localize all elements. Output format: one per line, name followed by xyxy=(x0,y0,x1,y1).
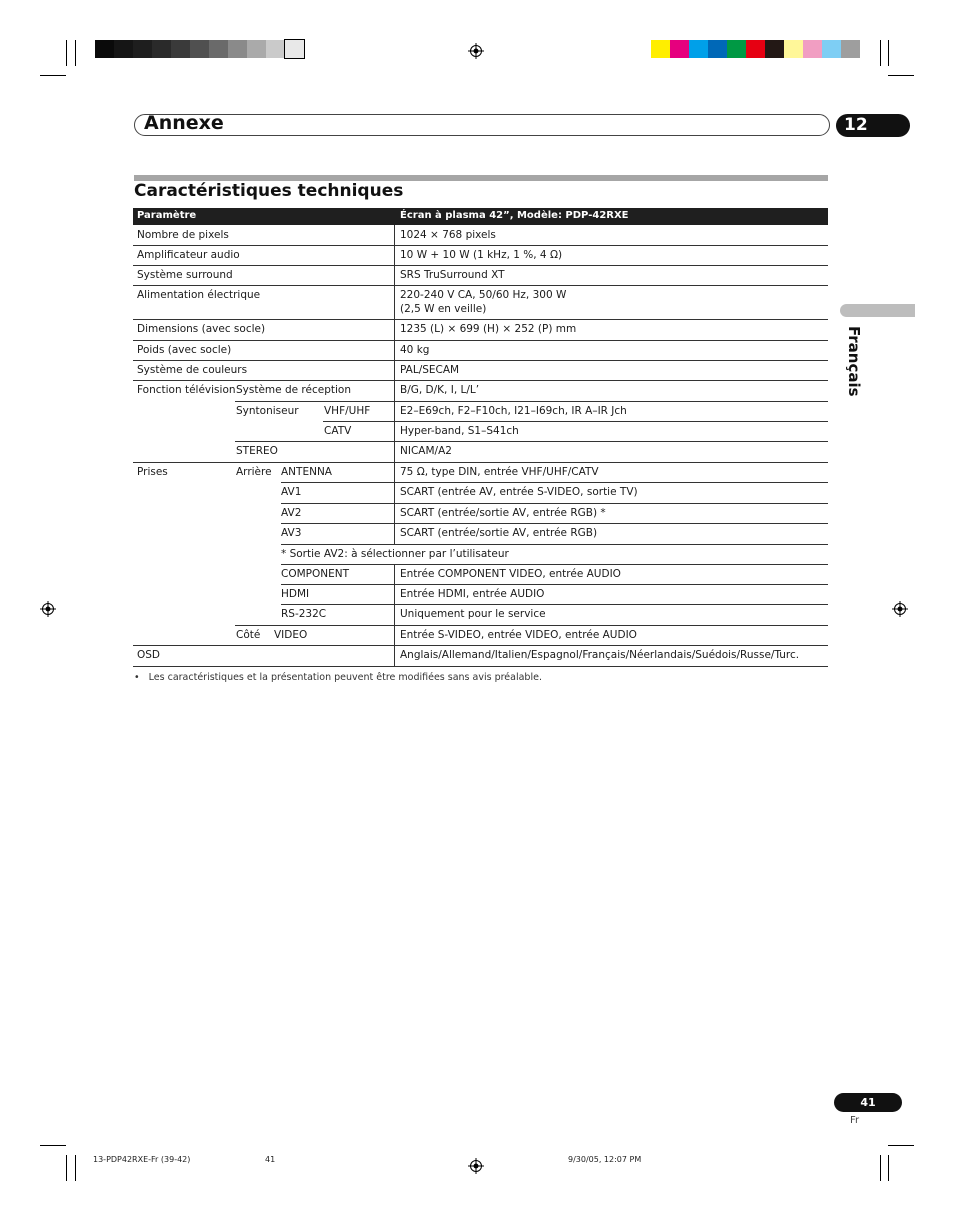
crop-mark xyxy=(888,1145,914,1146)
crop-mark xyxy=(66,1155,67,1181)
table-row-divider xyxy=(133,319,828,320)
grayscale-swatch xyxy=(133,40,152,58)
crop-mark xyxy=(40,1145,66,1146)
table-row-divider xyxy=(281,544,828,545)
color-swatch xyxy=(784,40,803,58)
language-tab xyxy=(840,304,915,317)
table-cell-detail: ANTENNA xyxy=(281,466,332,478)
table-cell-value: SRS TruSurround XT xyxy=(400,269,505,281)
table-cell-value: SCART (entrée AV, entrée S-VIDEO, sortie TV) xyxy=(400,486,638,498)
table-cell-value: 220-240 V CA, 50/60 Hz, 300 W xyxy=(400,289,567,301)
disclaimer-text: Les caractéristiques et la présentation peuvent être modifiées sans avis préalable. xyxy=(148,672,542,683)
table-cell-subparameter: Arrière xyxy=(236,466,272,478)
table-cell-value: PAL/SECAM xyxy=(400,364,460,376)
table-cell-detail: HDMI xyxy=(281,588,310,600)
table-row-divider xyxy=(133,645,828,646)
registration-target-icon xyxy=(468,1158,484,1174)
table-row-divider xyxy=(133,265,828,266)
table-cell-parameter: Poids (avec socle) xyxy=(137,344,232,356)
table-cell-subparameter: Système de réception xyxy=(236,384,351,396)
table-cell-detail: * Sortie AV2: à sélectionner par l’utilisateur xyxy=(281,548,509,560)
color-swatch xyxy=(708,40,727,58)
color-swatch xyxy=(651,40,670,58)
table-cell-parameter: Nombre de pixels xyxy=(137,229,229,241)
crop-mark xyxy=(888,1155,889,1181)
crop-mark xyxy=(75,1155,76,1181)
table-cell-parameter: OSD xyxy=(137,649,161,661)
grayscale-swatch xyxy=(152,40,171,58)
table-cell-parameter: Fonction télévision xyxy=(137,384,236,396)
crop-mark xyxy=(888,40,889,66)
table-column-divider xyxy=(394,564,395,666)
color-swatch xyxy=(765,40,784,58)
table-row-divider xyxy=(133,360,828,361)
table-cell-subparameter: Côté xyxy=(236,629,261,641)
language-tab-label: Français xyxy=(845,326,863,397)
color-swatch xyxy=(727,40,746,58)
crop-mark xyxy=(66,40,67,66)
chapter-header-bar xyxy=(134,114,830,136)
table-cell-value: Entrée S-VIDEO, entrée VIDEO, entrée AUDIO xyxy=(400,629,637,641)
footer-timestamp: 9/30/05, 12:07 PM xyxy=(568,1155,642,1164)
table-row-divider xyxy=(133,340,828,341)
table-column-divider xyxy=(394,225,395,544)
grayscale-swatch xyxy=(209,40,228,58)
table-cell-value: SCART (entrée/sortie AV, entrée RGB) * xyxy=(400,507,606,519)
table-cell-detail: VIDEO xyxy=(274,629,308,641)
grayscale-swatch xyxy=(266,40,285,58)
crop-mark xyxy=(75,40,76,66)
table-cell-value: Hyper-band, S1–S41ch xyxy=(400,425,519,437)
table-cell-value: (2,5 W en veille) xyxy=(400,303,487,315)
table-row-divider xyxy=(133,245,828,246)
table-row-divider xyxy=(133,380,828,381)
grayscale-swatch xyxy=(114,40,133,58)
table-cell-detail: CATV xyxy=(324,425,352,437)
table-cell-value: Uniquement pour le service xyxy=(400,608,546,620)
color-swatch xyxy=(803,40,822,58)
grayscale-swatch xyxy=(247,40,266,58)
table-cell-detail: AV1 xyxy=(281,486,302,498)
color-swatch xyxy=(746,40,765,58)
table-row-divider xyxy=(281,564,828,565)
color-swatch xyxy=(689,40,708,58)
registration-target-icon xyxy=(892,601,908,617)
table-cell-detail: AV2 xyxy=(281,507,302,519)
page-language-code: Fr xyxy=(850,1115,860,1126)
crop-mark xyxy=(880,40,881,66)
table-cell-detail: VHF/UHF xyxy=(324,405,371,417)
table-cell-parameter: Système surround xyxy=(137,269,233,281)
table-cell-value: 10 W + 10 W (1 kHz, 1 %, 4 Ω) xyxy=(400,249,563,261)
column-header-parameter: Paramètre xyxy=(137,210,197,221)
grayscale-swatch xyxy=(190,40,209,58)
crop-mark xyxy=(888,75,914,76)
table-row-divider xyxy=(235,441,828,442)
table-cell-value: 40 kg xyxy=(400,344,430,356)
table-cell-value: NICAM/A2 xyxy=(400,445,452,457)
table-cell-value: 1024 × 768 pixels xyxy=(400,229,496,241)
registration-target-icon xyxy=(40,601,56,617)
table-cell-value: Anglais/Allemand/Italien/Espagnol/Français/Néerlandais/Suédois/Russe/Turc. xyxy=(400,649,800,661)
table-cell-value: Entrée COMPONENT VIDEO, entrée AUDIO xyxy=(400,568,621,580)
chapter-title: Annexe xyxy=(144,112,224,134)
table-bottom-border xyxy=(133,666,828,667)
table-cell-value: SCART (entrée/sortie AV, entrée RGB) xyxy=(400,527,598,539)
table-cell-subparameter: STEREO xyxy=(236,445,278,457)
table-cell-value: 75 Ω, type DIN, entrée VHF/UHF/CATV xyxy=(400,466,599,478)
table-cell-value: B/G, D/K, I, L/L’ xyxy=(400,384,480,396)
column-header-value: Écran à plasma 42”, Modèle: PDP-42RXE xyxy=(400,210,629,221)
table-cell-parameter: Amplificateur audio xyxy=(137,249,240,261)
page-number-badge: 41 xyxy=(834,1093,902,1112)
table-row-divider xyxy=(281,584,828,585)
color-swatch xyxy=(841,40,860,58)
table-row-divider xyxy=(281,523,828,524)
color-swatch xyxy=(822,40,841,58)
footer-page: 41 xyxy=(265,1155,276,1164)
color-swatch xyxy=(670,40,689,58)
table-cell-parameter: Prises xyxy=(137,466,168,478)
crop-mark xyxy=(40,75,66,76)
grayscale-swatch xyxy=(95,40,114,58)
footer-filename: 13-PDP42RXE-Fr (39-42) xyxy=(93,1155,191,1164)
table-row-divider xyxy=(281,604,828,605)
table-cell-subparameter: Syntoniseur xyxy=(236,405,299,417)
chapter-number-badge: 12 xyxy=(836,114,910,137)
table-cell-detail: COMPONENT xyxy=(281,568,350,580)
section-title: Caractéristiques techniques xyxy=(134,181,404,201)
table-cell-value: Entrée HDMI, entrée AUDIO xyxy=(400,588,545,600)
table-cell-value: 1235 (L) × 699 (H) × 252 (P) mm xyxy=(400,323,577,335)
table-cell-parameter: Alimentation électrique xyxy=(137,289,261,301)
table-row-divider xyxy=(235,625,828,626)
table-cell-detail: RS-232C xyxy=(281,608,327,620)
table-cell-value: E2–E69ch, F2–F10ch, I21–I69ch, IR A–IR Jch xyxy=(400,405,627,417)
table-cell-parameter: Dimensions (avec socle) xyxy=(137,323,266,335)
grayscale-swatch xyxy=(285,40,304,58)
table-row-divider xyxy=(323,421,828,422)
grayscale-swatch xyxy=(228,40,247,58)
table-cell-detail: AV3 xyxy=(281,527,302,539)
table-row-divider xyxy=(235,401,828,402)
grayscale-swatch xyxy=(171,40,190,58)
table-row-divider xyxy=(281,482,828,483)
table-row-divider xyxy=(133,462,828,463)
crop-mark xyxy=(880,1155,881,1181)
table-row-divider xyxy=(281,503,828,504)
table-cell-parameter: Système de couleurs xyxy=(137,364,248,376)
table-row-divider xyxy=(133,285,828,286)
disclaimer-note: • Les caractéristiques et la présentation peuvent être modifiées sans avis préalable. xyxy=(134,672,542,683)
registration-target-icon xyxy=(468,43,484,59)
